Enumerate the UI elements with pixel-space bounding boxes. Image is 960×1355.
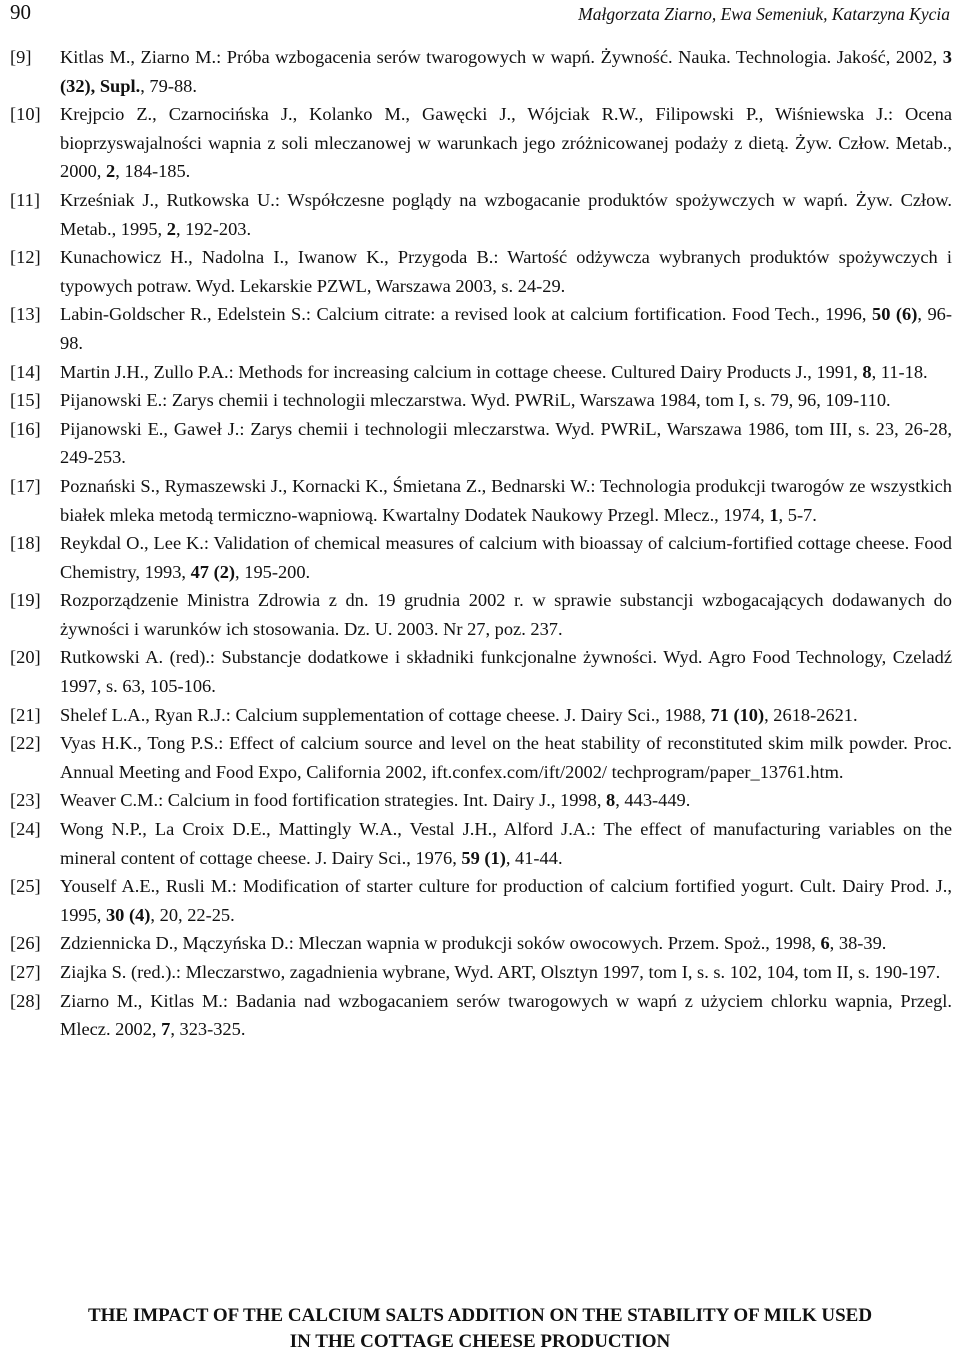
reference-volume: 6 [820, 933, 830, 954]
reference-item [10, 300, 952, 357]
reference-fragment: Martin J.H., Zullo P.A.: Methods for increasing calcium in cottage cheese. Cultured Dairy Products J., 1991, [60, 361, 863, 382]
reference-item [10, 786, 952, 815]
reference-number: [25] [10, 876, 41, 897]
reference-text [60, 529, 952, 586]
reference-text [60, 786, 952, 815]
reference-number: [10] [10, 104, 41, 125]
reference-fragment: , 41-44. [505, 847, 563, 868]
reference-fragment: Kunachowicz H., Nadolna I., Iwanow K., Przygoda B.: Wartość odżywcza wybranych produktów spożywczych i typowych potraw. Wyd. Lekarskie PZWL, Warszawa 2003, s. 24-29. [60, 247, 952, 296]
reference-fragment: Poznański S., Rymaszewski J., Kornacki K., Śmietana Z., Bednarski W.: Technologia produkcji twarogów ze wszystkich białek mleka metodą termiczno-wapniową. Kwartalny Dodatek Naukowy Przegl. Mlecz., 1974, [60, 475, 952, 525]
reference-fragment: Krejpcio Z., Czarnocińska J., Kolanko M., Gawęcki J., Wójciak R.W., Filipowski P., Wiśniewska J.: Ocena bioprzyswajalności wapnia z soli mleczanowej w warunkach jego zróżnicowanej podaży z dietą. Żyw. Człow. Metab., 2000, [60, 104, 952, 182]
page-header [0, 0, 960, 30]
reference-volume: 59 (1) [461, 847, 506, 868]
reference-fragment: , 5-7. [778, 504, 817, 525]
reference-item [10, 186, 952, 243]
reference-fragment: Weaver C.M.: Calcium in food fortification strategies. Int. Dairy J., 1998, [60, 790, 607, 811]
reference-text [60, 872, 952, 929]
reference-fragment: Zdziennicka D., Mączyńska D.: Mleczan wapnia w produkcji soków owocowych. Przem. Spoż., 1998, [60, 933, 821, 954]
reference-text [60, 958, 952, 987]
reference-text [60, 586, 952, 643]
reference-item [10, 872, 952, 929]
reference-item [10, 929, 952, 958]
reference-number: [28] [10, 990, 41, 1011]
reference-fragment: Rutkowski A. (red).: Substancje dodatkowe i składniki funkcjonalne żywności. Wyd. Agro Food Technology, Czeladź 1997, s. 63, 105-106. [60, 647, 952, 697]
running-head-authors: Małgorzata Ziarno, Ewa Semeniuk, Katarzyna Kycia [578, 4, 950, 24]
reference-text [60, 987, 952, 1044]
reference-item [10, 415, 952, 472]
english-title-line-1: THE IMPACT OF THE CALCIUM SALTS ADDITION ON THE STABILITY OF MILK USED [87, 1305, 873, 1326]
reference-fragment: , 2618-2621. [764, 704, 858, 725]
reference-volume: 3 (32), Supl. [60, 47, 952, 96]
reference-fragment: , 20, 22-25. [150, 904, 235, 925]
reference-number: [21] [10, 704, 41, 725]
reference-item [10, 243, 952, 300]
reference-item [10, 358, 952, 387]
reference-item [10, 729, 952, 786]
reference-volume: 8 [606, 790, 616, 811]
reference-number: [17] [10, 475, 41, 496]
reference-volume: 2 [105, 161, 116, 182]
reference-text [60, 929, 952, 958]
reference-volume: 2 [166, 218, 176, 239]
reference-fragment: , 184-185. [115, 161, 191, 182]
reference-text [60, 386, 952, 415]
reference-item [10, 529, 952, 586]
reference-number: [16] [10, 418, 41, 439]
reference-item [10, 100, 952, 186]
reference-item [10, 386, 952, 415]
reference-text [60, 100, 952, 186]
reference-text [60, 358, 952, 387]
reference-number: [18] [10, 533, 41, 554]
reference-fragment: , 323-325. [170, 1019, 246, 1040]
reference-number: [22] [10, 733, 41, 754]
reference-item [10, 701, 952, 730]
english-title-line-2: IN THE COTTAGE CHEESE PRODUCTION [289, 1331, 671, 1352]
reference-fragment: Krześniak J., Rutkowska U.: Współczesne poglądy na wzbogacanie produktów spożywczych w wapń. Żyw. Człow. Metab., 1995, [60, 189, 952, 239]
reference-number: [27] [10, 962, 41, 982]
english-title [0, 1303, 960, 1355]
reference-fragment: Ziarno M., Kitlas M.: Badania nad wzbogacaniem serów twarogowych w wapń z użyciem chlorku wapnia, Przegl. Mlecz. 2002, [60, 990, 952, 1040]
reference-item [10, 815, 952, 872]
reference-text [60, 43, 952, 100]
reference-number: [23] [10, 790, 41, 811]
reference-volume: 7 [161, 1019, 171, 1040]
reference-volume: 1 [769, 504, 779, 525]
reference-text [60, 243, 952, 300]
reference-volume: 8 [862, 361, 872, 382]
reference-fragment: , 443-449. [615, 790, 691, 811]
reference-fragment: Shelef L.A., Ryan R.J.: Calcium supplementation of cottage cheese. J. Dairy Sci., 1988, [60, 704, 711, 725]
reference-fragment: Vyas H.K., Tong P.S.: Effect of calcium source and level on the heat stability of reconstituted skim milk powder. Proc. Annual Meeting and Food Expo, California 2002, ift.confex.com/ift/2002/ techprogram/paper_13761.htm. [60, 733, 952, 782]
reference-item [10, 43, 952, 100]
reference-item [10, 958, 952, 987]
reference-fragment: Youself A.E., Rusli M.: Modification of starter culture for production of calcium fortified yogurt. Cult. Dairy Prod. J., 1995, [60, 876, 952, 925]
reference-fragment: Wong N.P., La Croix D.E., Mattingly W.A., Vestal J.H., Alford J.A.: The effect of manufacturing variables on the mineral content of cottage cheese. J. Dairy Sci., 1976, [60, 819, 952, 868]
reference-number: [15] [10, 390, 41, 411]
reference-fragment: , 11-18. [871, 361, 928, 382]
reference-fragment: , 192-203. [175, 218, 252, 239]
reference-fragment: Pijanowski E., Gaweł J.: Zarys chemii i technologii mleczarstwa. Wyd. PWRiL, Warszawa 1986, tom III, s. 23, 26-28, 249-253. [60, 418, 952, 468]
reference-volume: 30 (4) [105, 904, 151, 925]
reference-item [10, 987, 952, 1044]
page-number: 90 [10, 0, 31, 24]
reference-volume: 47 (2) [190, 561, 236, 582]
reference-fragment: Rozporządzenie Ministra Zdrowia z dn. 19 grudnia 2002 r. w sprawie substancji wzbogacających dodawanych do żywności i warunków ich stosowania. Dz. U. 2003. Nr 27, poz. 237. [60, 590, 952, 639]
reference-fragment: Labin-Goldscher R., Edelstein S.: Calcium citrate: a revised look at calcium fortification. Food Tech., 1996, [60, 304, 872, 325]
reference-text [60, 815, 952, 872]
reference-text [60, 729, 952, 786]
reference-number: [9] [10, 47, 32, 67]
reference-volume: 71 (10) [710, 704, 765, 725]
reference-list [10, 43, 952, 1044]
reference-fragment: , 38-39. [829, 933, 887, 954]
reference-volume: 50 (6) [872, 304, 918, 325]
reference-number: [11] [10, 189, 40, 210]
reference-fragment: Reykdal O., Lee K.: Validation of chemical measures of calcium with bioassay of calcium-fortified cottage cheese. Food Chemistry, 1993, [60, 533, 952, 582]
reference-fragment: , 195-200. [235, 561, 311, 582]
reference-number: [26] [10, 933, 41, 954]
reference-fragment: , 79-88. [140, 75, 197, 96]
reference-item [10, 643, 952, 700]
reference-text [60, 701, 952, 730]
reference-number: [13] [10, 304, 41, 325]
reference-fragment: Kitlas M., Ziarno M.: Próba wzbogacenia serów twarogowych w wapń. Żywność. Nauka. Technologia. Jakość, 2002, [60, 47, 943, 67]
reference-number: [14] [10, 361, 41, 382]
reference-number: [12] [10, 247, 41, 268]
reference-text [60, 300, 952, 357]
reference-item [10, 472, 952, 529]
reference-text [60, 186, 952, 243]
reference-fragment: Pijanowski E.: Zarys chemii i technologii mleczarstwa. Wyd. PWRiL, Warszawa 1984, tom I, s. 79, 96, 109-110. [60, 390, 891, 411]
reference-number: [20] [10, 647, 41, 668]
reference-text [60, 643, 952, 700]
reference-number: [24] [10, 819, 41, 840]
reference-item [10, 586, 952, 643]
reference-number: [19] [10, 590, 41, 611]
reference-fragment: Ziajka S. (red.).: Mleczarstwo, zagadnienia wybrane, Wyd. ART, Olsztyn 1997, tom I, s. s. 102, 104, tom II, s. 190-197. [60, 962, 941, 982]
reference-fragment: , 96-98. [60, 304, 952, 353]
reference-text [60, 472, 952, 529]
reference-text [60, 415, 952, 472]
